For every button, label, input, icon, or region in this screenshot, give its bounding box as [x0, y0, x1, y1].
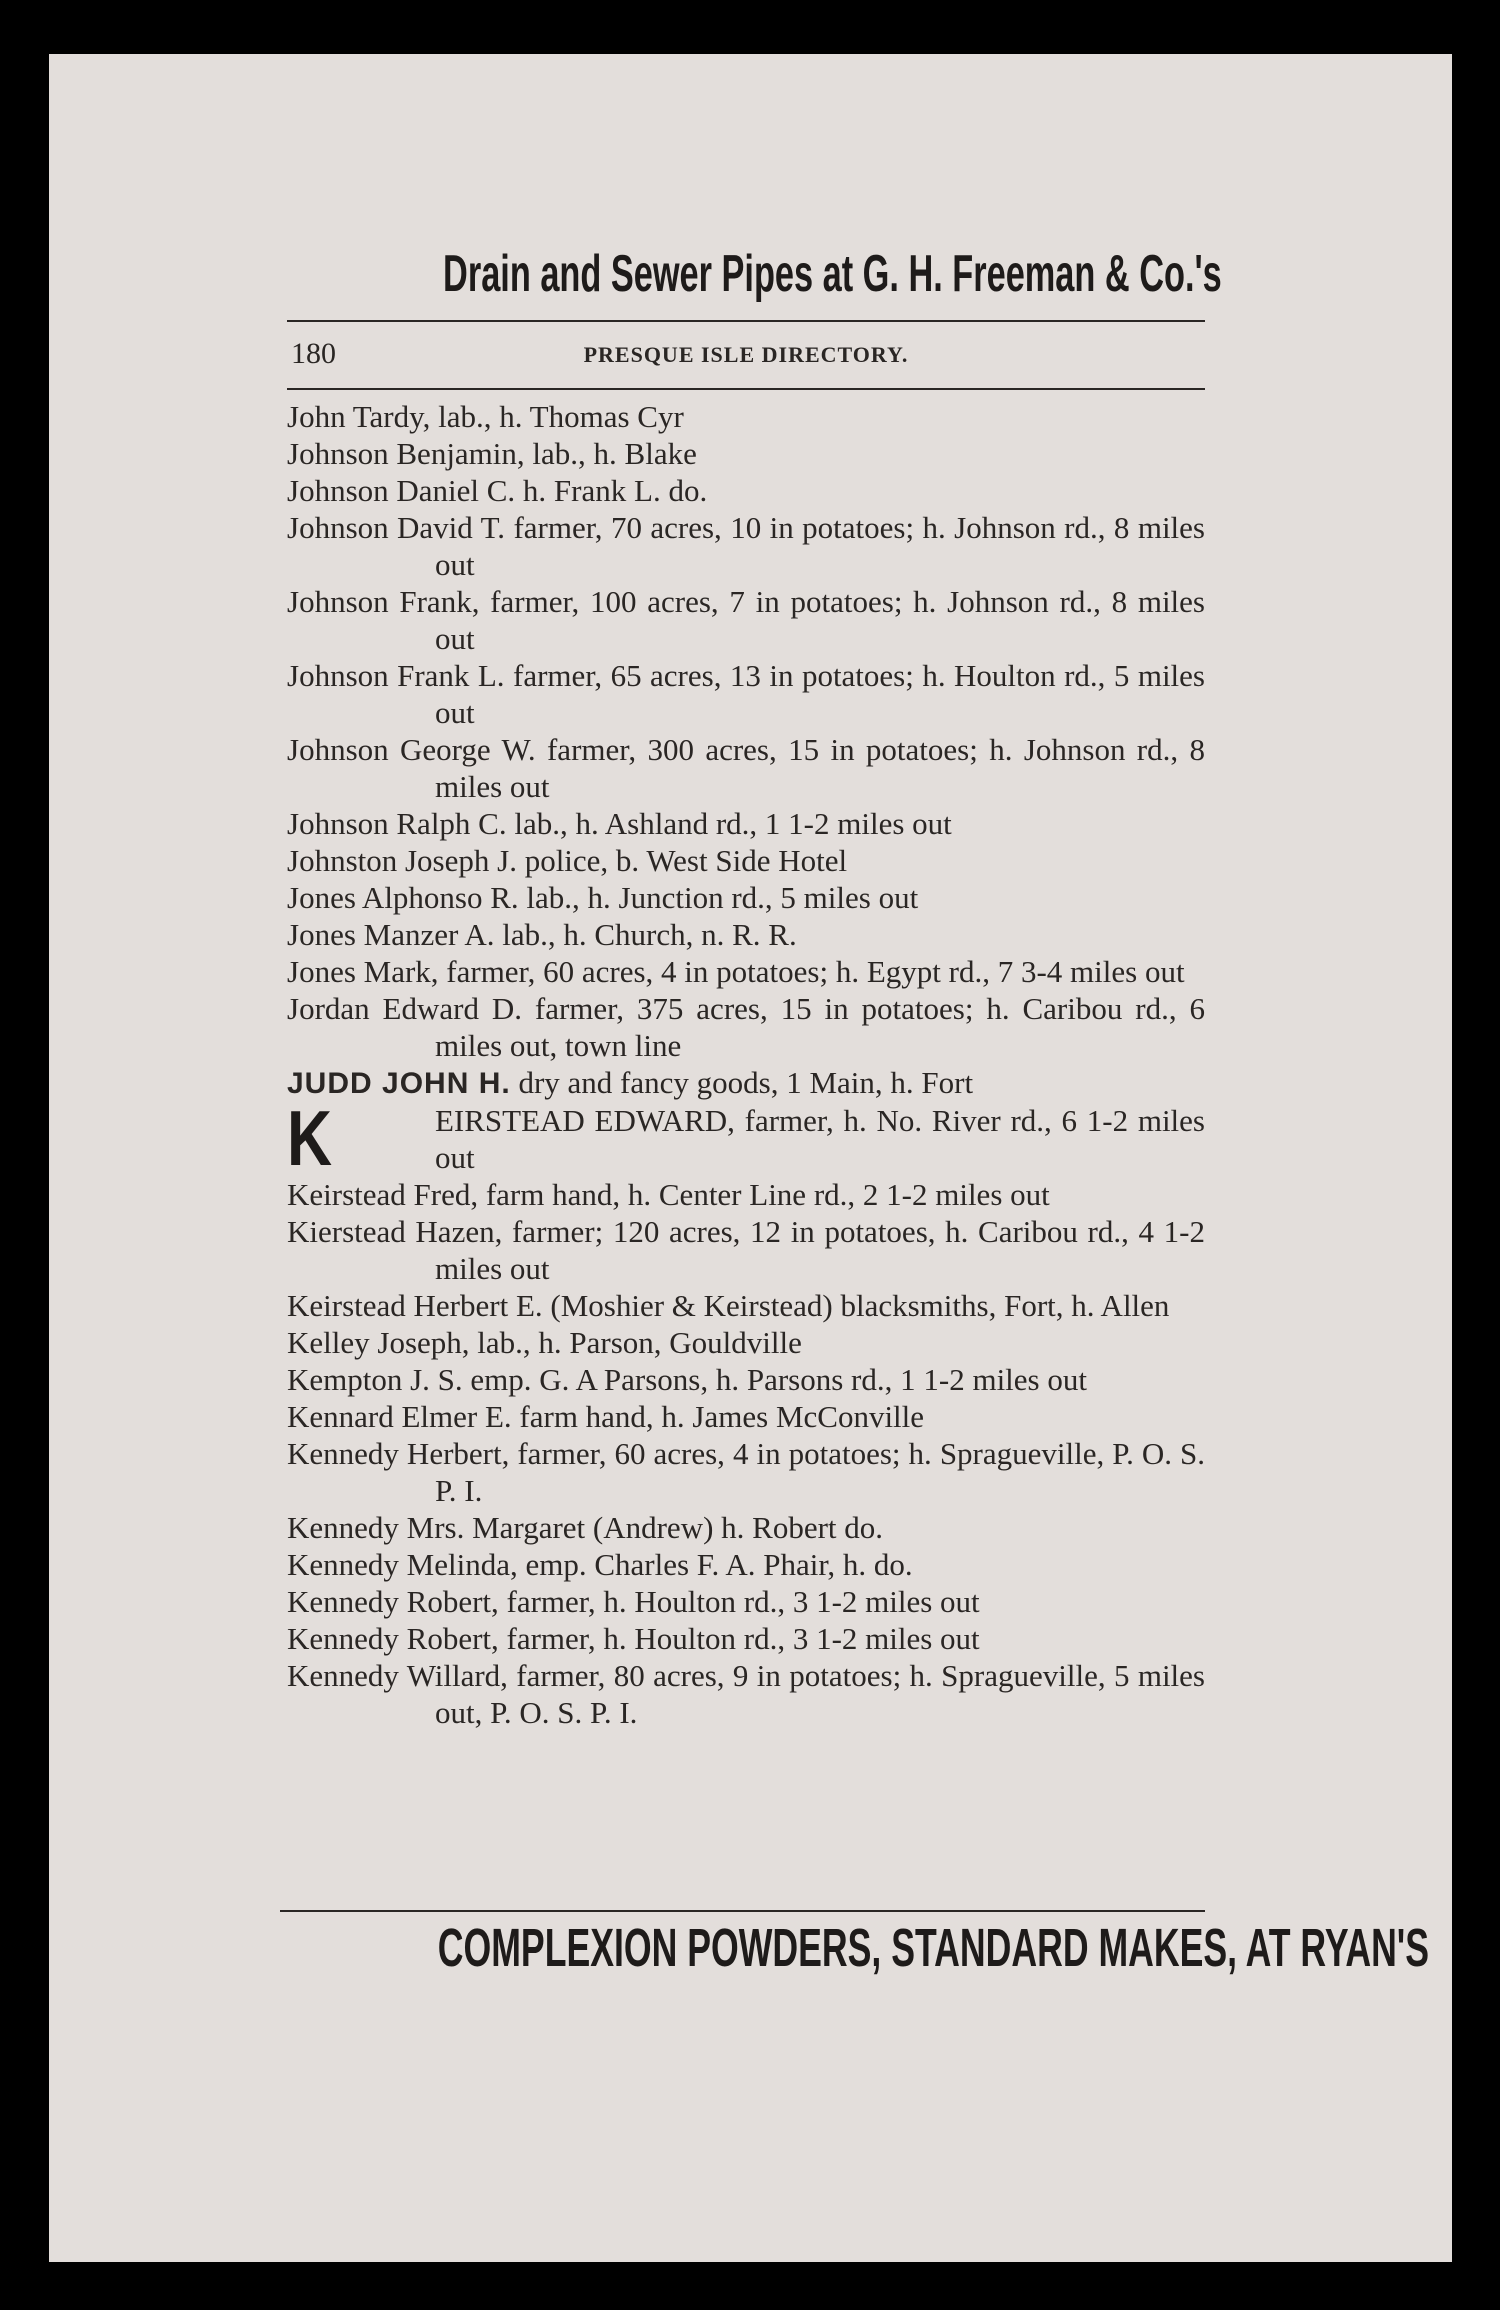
bottom-advertisement: COMPLEXION POWDERS, STANDARD MAKES, AT RYAN'S: [437, 1918, 1430, 1978]
directory-entry: Jones Manzer A. lab., h. Church, n. R. R.: [287, 917, 797, 952]
directory-entry: Kempton J. S. emp. G. A Parsons, h. Parsons rd., 1 1-2 miles out: [287, 1362, 1087, 1397]
directory-entry: Jordan Edward D. farmer, 375 acres, 15 in potatoes; h. Caribou rd., 6 miles out, town line: [287, 991, 1205, 1063]
directory-entry: Jones Mark, farmer, 60 acres, 4 in potatoes; h. Egypt rd., 7 3-4 miles out: [287, 954, 1185, 989]
judd-details: dry and fancy goods, 1 Main, h. Fort: [510, 1065, 974, 1100]
directory-entry: Keirstead Herbert E. (Moshier & Keirstead) blacksmiths, Fort, h. Allen: [287, 1288, 1170, 1323]
keirstead-edward-details: EIRSTEAD EDWARD, farmer, h. No. River rd., 6 1-2 miles out: [435, 1103, 1205, 1175]
directory-entry: Jones Alphonso R. lab., h. Junction rd., 5 miles out: [287, 880, 919, 915]
directory-entry: Johnson Benjamin, lab., h. Blake: [287, 436, 697, 471]
directory-entry: Johnston Joseph J. police, b. West Side Hotel: [287, 843, 848, 878]
directory-entry: Kennedy Melinda, emp. Charles F. A. Phair, h. do.: [287, 1547, 913, 1582]
directory-entry: Kennedy Robert, farmer, h. Houlton rd., 3 1-2 miles out: [287, 1584, 980, 1619]
directory-entry: Kennard Elmer E. farm hand, h. James McConville: [287, 1399, 925, 1434]
directory-entry: Kennedy Mrs. Margaret (Andrew) h. Robert do.: [287, 1510, 884, 1545]
page-header: [287, 337, 1205, 373]
directory-entry: Johnson David T. farmer, 70 acres, 10 in potatoes; h. Johnson rd., 8 miles out: [287, 510, 1205, 582]
section-dropcap: K: [287, 1094, 333, 1182]
directory-entry-keirstead-edward: [287, 1094, 1205, 1182]
directory-entry: Kennedy Willard, farmer, 80 acres, 9 in potatoes; h. Spragueville, 5 miles out, P. O. S. P. I.: [287, 1658, 1205, 1730]
directory-entry: Kierstead Hazen, farmer; 120 acres, 12 in potatoes, h. Caribou rd., 4 1-2 miles out: [287, 1214, 1205, 1286]
directory-entry: Kennedy Robert, farmer, h. Houlton rd., 3 1-2 miles out: [287, 1621, 980, 1656]
footer-rule: [280, 1910, 1205, 1912]
directory-entry: John Tardy, lab., h. Thomas Cyr: [287, 399, 684, 434]
header-rule-top: [287, 320, 1205, 322]
judd-name: JUDD JOHN H.: [287, 1067, 511, 1100]
directory-entry: Johnson George W. farmer, 300 acres, 15 in potatoes; h. Johnson rd., 8 miles out: [287, 732, 1205, 804]
directory-entry: Kelley Joseph, lab., h. Parson, Gouldville: [287, 1325, 802, 1360]
directory-entry: Kennedy Herbert, farmer, 60 acres, 4 in potatoes; h. Spragueville, P. O. S. P. I.: [287, 1436, 1205, 1508]
header-rule-bottom: [287, 388, 1205, 390]
top-advertisement: Drain and Sewer Pipes at G. H. Freeman & Co.'s: [443, 245, 1222, 303]
directory-entry-judd: [287, 1064, 1205, 1102]
page-number: 180: [291, 337, 336, 370]
directory-entry: Keirstead Fred, farm hand, h. Center Line rd., 2 1-2 miles out: [287, 1177, 1050, 1212]
directory-entry: Johnson Frank L. farmer, 65 acres, 13 in potatoes; h. Houlton rd., 5 miles out: [287, 658, 1205, 730]
directory-entry: Johnson Ralph C. lab., h. Ashland rd., 1 1-2 miles out: [287, 806, 952, 841]
directory-entry: Johnson Daniel C. h. Frank L. do.: [287, 473, 708, 508]
directory-entry: Johnson Frank, farmer, 100 acres, 7 in potatoes; h. Johnson rd., 8 miles out: [287, 584, 1205, 656]
running-head: PRESQUE ISLE DIRECTORY.: [583, 342, 909, 367]
directory-entries: [287, 398, 1205, 1731]
